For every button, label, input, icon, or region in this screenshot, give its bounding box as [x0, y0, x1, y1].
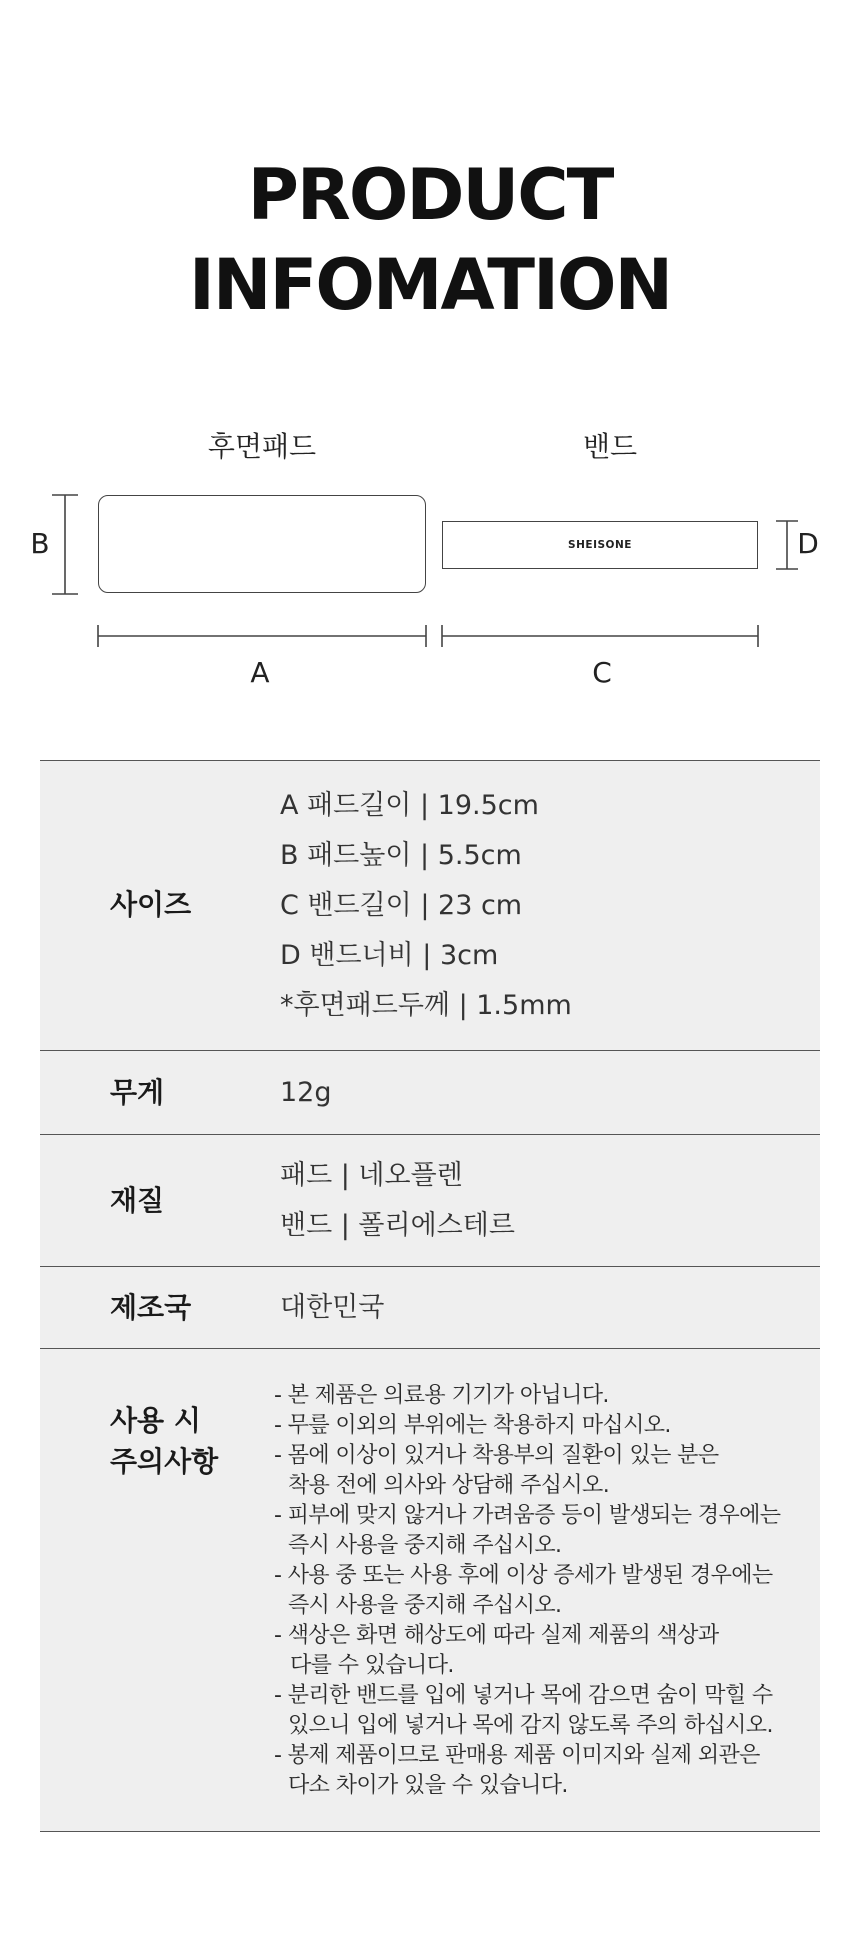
caution-line: 즉시 사용을 중지해 주십시오.: [288, 1593, 562, 1618]
weight-value: 12g: [280, 1077, 332, 1108]
size-value: B 패드높이 | 5.5cm: [280, 840, 522, 871]
caution-notes: [274, 1381, 780, 1801]
row-caution: [40, 1348, 820, 1832]
material-values: [280, 1151, 515, 1251]
caution-line: - 무릎 이외의 부위에는 착용하지 마십시오.: [274, 1413, 671, 1438]
weight-label: 무게: [110, 1076, 165, 1109]
row-weight: [40, 1050, 820, 1134]
row-origin: [40, 1266, 820, 1348]
row-size: [40, 760, 820, 1050]
caution-line: - 색상은 화면 해상도에 따라 실제 제품의 색상과: [274, 1623, 719, 1648]
origin-values: [280, 1283, 384, 1333]
caution-line: - 분리한 밴드를 입에 넣거나 목에 감으면 숨이 막힐 수: [274, 1683, 773, 1708]
size-value: *후면패드두께 | 1.5mm: [280, 990, 572, 1021]
pad-label: 후면패드: [207, 430, 317, 463]
caution-line: - 봉제 제품이므로 판매용 제품 이미지와 실제 외관은: [274, 1743, 760, 1768]
caution-label: [110, 1401, 218, 1482]
dimension-lines: [0, 0, 860, 700]
size-values: [280, 781, 572, 1031]
dim-b-label: B: [30, 527, 50, 560]
material-label: 재질: [110, 1184, 165, 1217]
size-value: A 패드길이 | 19.5cm: [280, 790, 539, 821]
origin-label: 제조국: [110, 1291, 192, 1324]
caution-label-line1: 사용 시: [110, 1404, 201, 1437]
caution-line: 다를 수 있습니다.: [290, 1653, 454, 1678]
band-brand-text: SHEISONE: [568, 539, 632, 551]
caution-line: - 본 제품은 의료용 기기가 아닙니다.: [274, 1383, 609, 1408]
caution-line: 다소 차이가 있을 수 있습니다.: [288, 1773, 568, 1798]
size-value: C 밴드길이 | 23 cm: [280, 890, 523, 921]
caution-line: - 사용 중 또는 사용 후에 이상 증세가 발생된 경우에는: [274, 1563, 773, 1588]
caution-line: 있으니 입에 넣거나 목에 감지 않도록 주의 하십시오.: [288, 1713, 773, 1738]
dim-c-label: C: [592, 656, 612, 689]
band-label: 밴드: [582, 430, 638, 463]
row-material: [40, 1134, 820, 1266]
caution-line: 착용 전에 의사와 상담해 주십시오.: [288, 1473, 610, 1498]
caution-line: - 피부에 맞지 않거나 가려움증 등이 발생되는 경우에는: [274, 1503, 781, 1528]
material-value: 밴드 | 폴리에스테르: [280, 1210, 515, 1241]
origin-value: 대한민국: [280, 1292, 385, 1323]
caution-line: - 몸에 이상이 있거나 착용부의 질환이 있는 분은: [274, 1443, 719, 1468]
dim-a-label: A: [250, 656, 270, 689]
caution-line: 즉시 사용을 중지해 주십시오.: [288, 1533, 562, 1558]
product-info-table: [40, 760, 820, 1832]
size-label: 사이즈: [110, 888, 192, 921]
page-title-line1: PRODUCT: [247, 154, 613, 236]
weight-values: [280, 1068, 332, 1118]
caution-label-line2: 주의사항: [110, 1444, 219, 1478]
size-value: D 밴드너비 | 3cm: [280, 940, 499, 971]
material-value: 패드 | 네오플렌: [280, 1160, 463, 1191]
page-title-line2: INFOMATION: [188, 244, 672, 326]
dim-d-label: D: [797, 527, 819, 560]
